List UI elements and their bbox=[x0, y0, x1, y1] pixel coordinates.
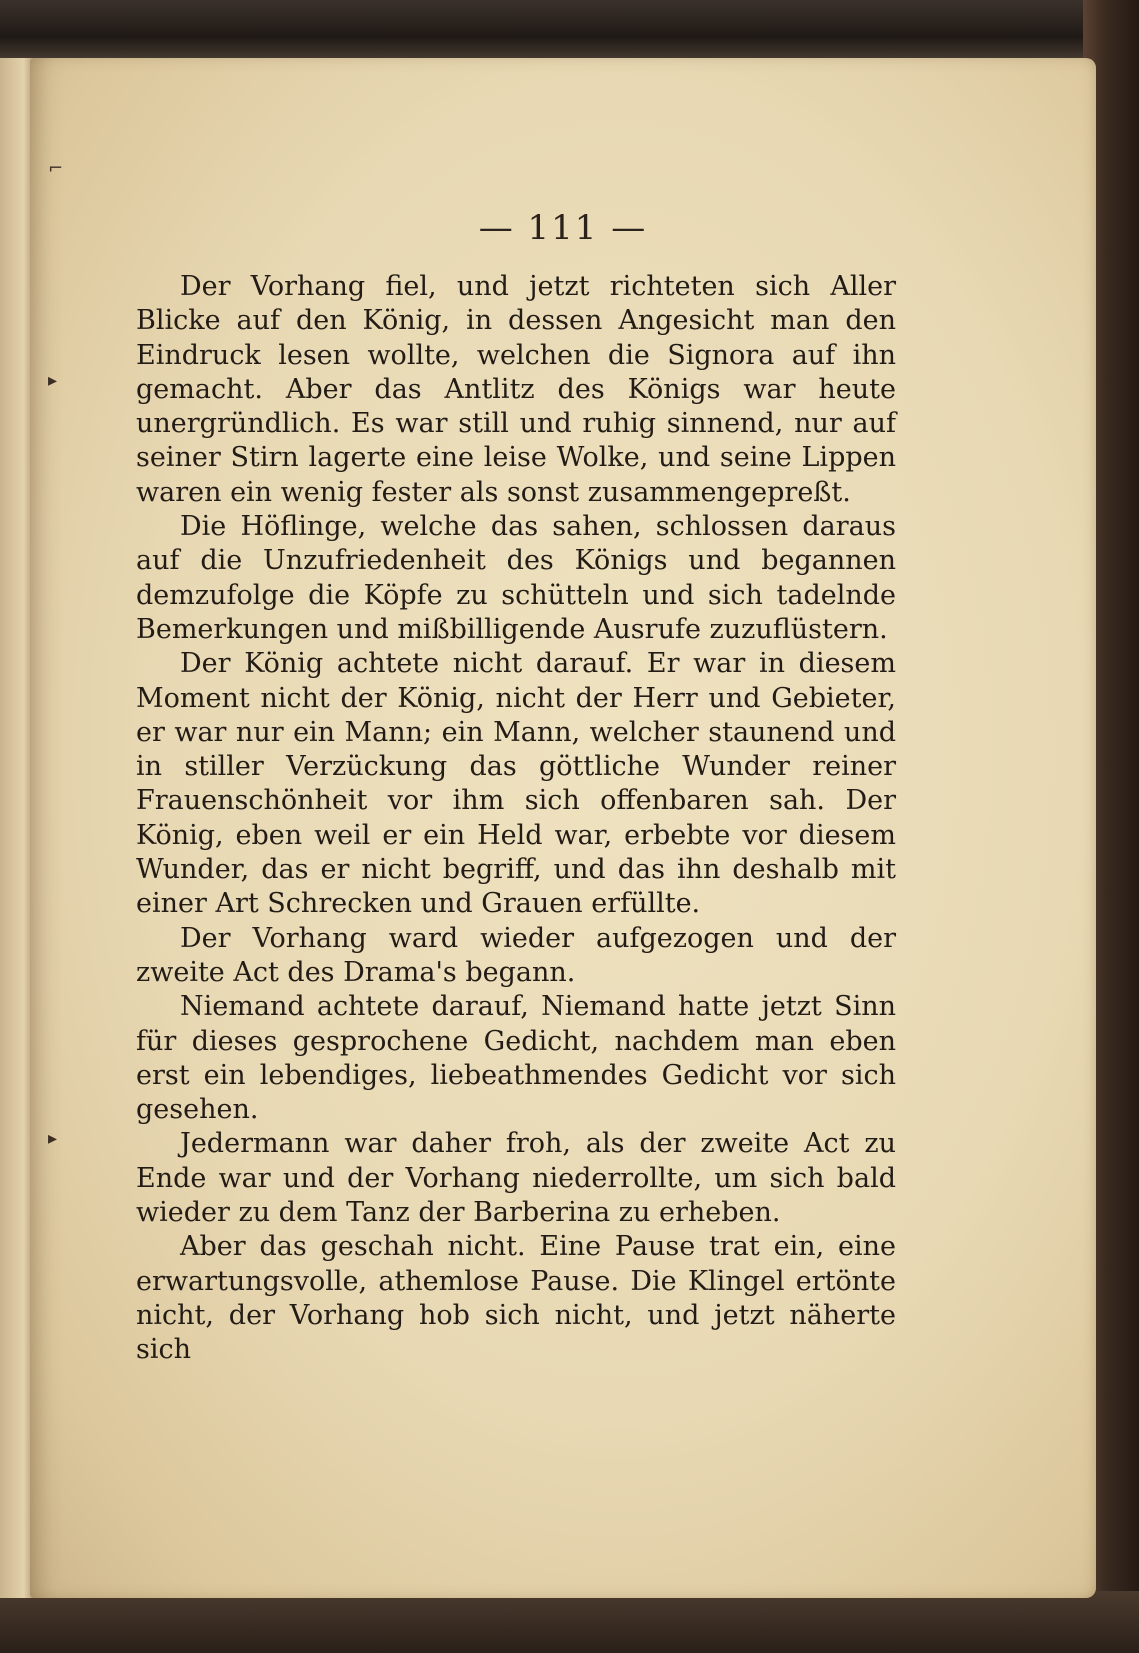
paragraph-6: Jedermann war daher froh, als der zweite Act zu Ende war und der Vorhang niederrollte, um sich bald wieder zu dem Tanz der Barberina zu erheben. bbox=[136, 1128, 896, 1229]
paragraph-2: Die Höflinge, welche das sahen, schlossen daraus auf die Unzufriedenheit des Königs und begannen demzufolge die Köpfe zu schütteln und sich tadelnde Bemerkungen und mißbilligende Ausrufe zuzuflüstern. bbox=[136, 511, 896, 645]
page-number: — 111 — bbox=[478, 208, 648, 248]
paragraph-5: Niemand achtete darauf, Niemand hatte jetzt Sinn für dieses gesprochene Gedicht, nachdem man eben erst ein lebendiges, liebeathmendes Gedicht vor sich gesehen. bbox=[136, 991, 896, 1126]
book-cover-bottom-edge bbox=[0, 1591, 1139, 1653]
paragraph-4: Der Vorhang ward wieder aufgezogen und der zweite Act des Drama's begann. bbox=[136, 922, 896, 988]
book-page bbox=[30, 58, 1096, 1598]
margin-mark: ▸ bbox=[48, 370, 58, 391]
paragraph-1: Der Vorhang fiel, und jetzt richteten sich Aller Blicke auf den König, in dessen Angesicht man den Eindruck lesen wollte, welchen die Signora auf ihn gemacht. Aber das Antlitz des Königs war heute unergründlich. Es war still und ruhig sinnend, nur auf seiner Stirn lagerte eine leise Wolke, und seine Lippen waren ein wenig fester als sonst zusammengepreßt. bbox=[136, 271, 896, 508]
paragraph-3: Der König achtete nicht darauf. Er war in diesem Moment nicht der König, nicht der Herr und Gebieter, er war nur ein Mann; ein Mann, welcher staunend und in stiller Verzückung das göttliche Wunder reiner Frauenschönheit vor ihm sich offenbaren sah. Der König, eben weil er ein Held war, erbebte vor diesem Wunder, das er nicht begriff, und das ihn deshalb mit einer Art Schrecken und Grauen erfüllte. bbox=[136, 648, 896, 920]
margin-mark: ▸ bbox=[48, 1128, 58, 1149]
margin-mark: ⌐ bbox=[48, 158, 64, 179]
body-text bbox=[136, 270, 896, 1368]
book-cover-top-edge bbox=[0, 0, 1139, 62]
paragraph-7: Aber das geschah nicht. Eine Pause trat ein, eine erwartungsvolle, athemlose Pause. Die Klingel ertönte nicht, der Vorhang hob sich nicht, und jetzt näherte sich bbox=[136, 1231, 896, 1366]
